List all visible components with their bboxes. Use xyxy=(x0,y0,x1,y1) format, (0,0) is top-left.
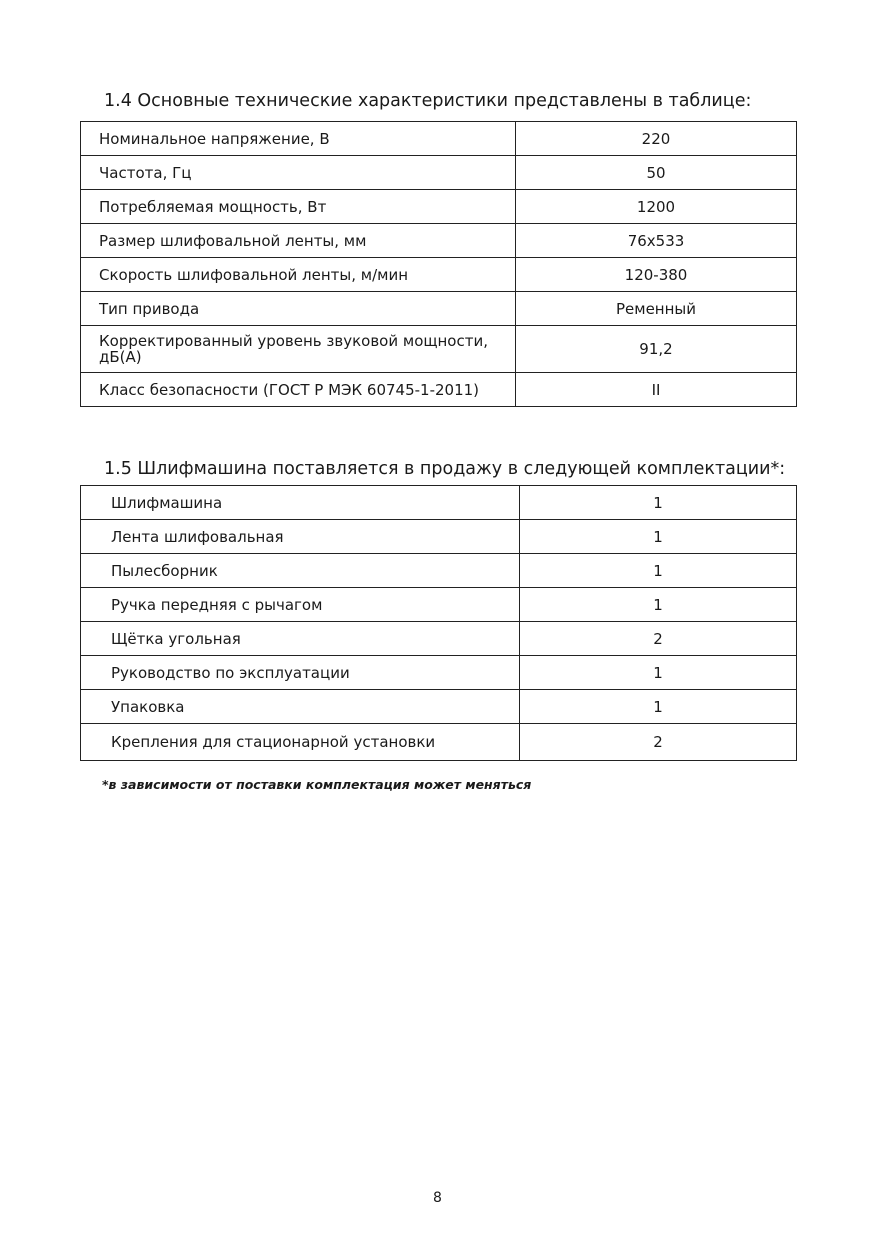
item-label: Руководство по эксплуатации xyxy=(81,656,520,690)
table-row xyxy=(81,622,797,656)
table-row xyxy=(81,156,797,190)
table-row xyxy=(81,373,797,407)
section-1-5-heading: 1.5 Шлифмашина поставляется в продажу в следующей комплектации*: xyxy=(104,459,786,479)
spec-label: Корректированный уровень звуковой мощности, дБ(А) xyxy=(81,326,516,373)
item-label: Ручка передняя с рычагом xyxy=(81,588,520,622)
item-label: Лента шлифовальная xyxy=(81,520,520,554)
item-quantity: 1 xyxy=(520,656,797,690)
item-quantity: 2 xyxy=(520,622,797,656)
item-label: Упаковка xyxy=(81,690,520,724)
item-quantity: 1 xyxy=(520,520,797,554)
spec-label: Частота, Гц xyxy=(81,156,516,190)
item-label: Пылесборник xyxy=(81,554,520,588)
item-quantity: 1 xyxy=(520,588,797,622)
item-label: Щётка угольная xyxy=(81,622,520,656)
page-number: 8 xyxy=(433,1190,442,1206)
spec-value: 1200 xyxy=(516,190,797,224)
table-row xyxy=(81,326,797,373)
spec-value: 91,2 xyxy=(516,326,797,373)
table-row xyxy=(81,258,797,292)
table-row xyxy=(81,690,797,724)
spec-label: Размер шлифовальной ленты, мм xyxy=(81,224,516,258)
spec-value: 76x533 xyxy=(516,224,797,258)
item-quantity: 2 xyxy=(520,724,797,761)
package-contents-table xyxy=(80,485,797,761)
table-row xyxy=(81,486,797,520)
spec-value: Ременный xyxy=(516,292,797,326)
item-quantity: 1 xyxy=(520,690,797,724)
spec-label: Тип привода xyxy=(81,292,516,326)
item-label: Шлифмашина xyxy=(81,486,520,520)
spec-label: Класс безопасности (ГОСТ Р МЭК 60745-1-2011) xyxy=(81,373,516,407)
spec-value: 120-380 xyxy=(516,258,797,292)
section-1-4-heading: 1.4 Основные технические характеристики представлены в таблице: xyxy=(104,91,752,111)
table-row xyxy=(81,224,797,258)
item-label: Крепления для стационарной установки xyxy=(81,724,520,761)
table-row xyxy=(81,588,797,622)
table-row xyxy=(81,520,797,554)
spec-label: Скорость шлифовальной ленты, м/мин xyxy=(81,258,516,292)
table-row xyxy=(81,292,797,326)
item-quantity: 1 xyxy=(520,554,797,588)
table-row xyxy=(81,554,797,588)
table-row xyxy=(81,724,797,761)
item-quantity: 1 xyxy=(520,486,797,520)
spec-value: II xyxy=(516,373,797,407)
spec-label: Потребляемая мощность, Вт xyxy=(81,190,516,224)
table-row xyxy=(81,190,797,224)
table-row xyxy=(81,122,797,156)
spec-label: Номинальное напряжение, В xyxy=(81,122,516,156)
spec-value: 220 xyxy=(516,122,797,156)
spec-value: 50 xyxy=(516,156,797,190)
table-row xyxy=(81,656,797,690)
footnote: *в зависимости от поставки комплектация может меняться xyxy=(102,777,532,792)
specifications-table xyxy=(80,121,797,407)
